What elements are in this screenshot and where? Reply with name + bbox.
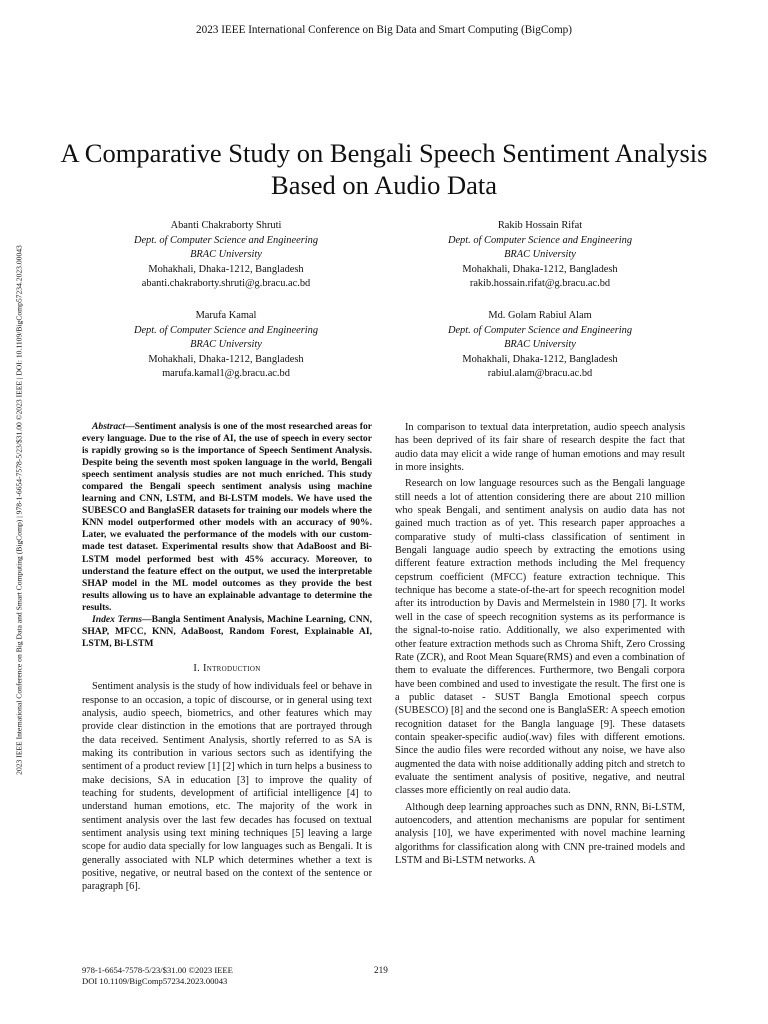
abstract-text: —Sentiment analysis is one of the most researched areas for every language. Due to the rise of AI, the use of speech in every sector is rapidly growing so is the importance of Speech Sentiment Analysis. Despite being the seventh most spoken language in the world, Bengali speech sentiment analysis studies are not much enriched. This study compared the Bengali speech sentiment analysis using machine learning and CNN, LSTM, and Bi-LSTM models. We have used the SUBESCO and BanglaSER datasets for training our models where the KNN model outperformed other models with an accuracy of 90%. Later, we evaluated the performance of the models with our custom-made test dataset. Experimental results show that AdaBoost and Bi-LSTM model performed best with 45% accuracy. Moreover, to understand the feature effect on the output, we used the interpretable SHAP model in the ML model outcomes as they provide the best results allowing us to have an explainable advantage to determine the results.	[82, 421, 372, 613]
footer-publication-info	[82, 965, 233, 986]
author-block	[76, 309, 376, 382]
side-margin-text: 2023 IEEE International Conference on Big Data and Smart Computing (BigComp) | 978-1-6654-7578-5/23/$31.00 ©2023 IEEE | DOI: 10.1109/BigComp57234.2023.00043	[14, 245, 24, 775]
author-block	[390, 309, 690, 382]
footer-isbn: 978-1-6654-7578-5/23/$31.00 ©2023 IEEE	[82, 965, 233, 975]
author-university: BRAC University	[190, 339, 262, 350]
index-terms-label: Index Terms	[92, 613, 142, 625]
section-heading-introduction: I. Introduction	[193, 662, 261, 674]
author-address: Mohakhali, Dhaka-1212, Bangladesh	[462, 263, 618, 275]
author-block	[76, 219, 376, 292]
page-number: 219	[374, 965, 388, 975]
author-email: rabiul.alam@bracu.ac.bd	[487, 368, 593, 379]
author-dept: Dept. of Computer Science and Engineering	[447, 324, 633, 336]
author-email: rakib.hossain.rifat@g.bracu.ac.bd	[469, 278, 611, 289]
body-paragraph: In comparison to textual data interpretation, audio speech analysis has been deprived of its fair share of research despite the fact that audio data may elicit a wide range of human emotions and may result in more insights.	[395, 422, 685, 474]
index-terms-text: —Bangla Sentiment Analysis, Machine Learning, CNN, SHAP, MFCC, KNN, AdaBoost, Random Forest, Explainable AI, LSTM, Bi-LSTM	[82, 613, 372, 649]
left-column	[82, 421, 372, 894]
author-address: Mohakhali, Dhaka-1212, Bangladesh	[148, 353, 304, 365]
paper-title: A Comparative Study on Bengali Speech Sentiment Analysis Based on Audio Data	[60, 138, 708, 200]
author-dept: Dept. of Computer Science and Engineering	[133, 324, 319, 336]
body-paragraph: Research on low language resources such as the Bengali language still needs a lot of attention considering there are about 210 million who speak Bengali, and sentiment analysis on audio data has not gained much traction as of yet. This research paper approaches a comparative study of multi-class classification of sentiment in Bengali language audio speech by extracting the emotions using different feature extraction methods including the Mel frequency cepstrum coefficient (MFCC) feature extraction technique. This technique has become a state-of-the-art for speech recognition model after its introduction by Davis and Mermelstein in 1980 [7]. It works well in the case of speech recognition systems as its performance is the signal-to-noise ratio. Additionally, we also experimented with other feature extraction methods such as Chroma Shift, Zero Crossing Rate (ZCR), and Root Mean Square(RMS) and even a combination of them to evaluate the differences. Furthermore, two Bengali corpora have been combined and used to investigate the result. The first one is a public dataset - SUST Bangla Emotional speech corpus (SUBESCO) [8] and the second one is BanglaSER: A speech emotion recognition dataset for the Bangla language [9]. These datasets contain speaker-specific audio(.wav) files with different emotions. Since the audio files were recorded without any noise, we have also augmented the data with noise additionally adding pitch and stretch to evaluate the sentiment analysis of positive, negative, and neutral classes more efficiently on real audio data.	[395, 478, 685, 797]
author-university: BRAC University	[190, 249, 262, 260]
footer-doi: DOI 10.1109/BigComp57234.2023.00043	[82, 975, 228, 986]
author-name: Rakib Hossain Rifat	[497, 220, 583, 231]
abstract	[82, 421, 372, 614]
author-address: Mohakhali, Dhaka-1212, Bangladesh	[462, 353, 618, 365]
author-name: Abanti Chakraborty Shruti	[170, 220, 282, 231]
right-column	[395, 421, 685, 867]
author-university: BRAC University	[504, 249, 576, 260]
body-paragraph: Although deep learning approaches such as DNN, RNN, Bi-LSTM, autoencoders, and attention mechanisms are popular for sentiment analysis [10], we have experimented with novel machine learning algorithms for classification along with CNN pre-trained models and LSTM and Bi-LSTM networks. A	[395, 801, 685, 866]
author-dept: Dept. of Computer Science and Engineering	[447, 234, 633, 246]
author-email: marufa.kamal1@g.bracu.ac.bd	[162, 368, 290, 379]
author-email: abanti.chakraborty.shruti@g.bracu.ac.bd	[141, 278, 311, 289]
author-block	[390, 219, 690, 292]
author-name: Md. Golam Rabiul Alam	[488, 310, 592, 321]
conference-header: 2023 IEEE International Conference on Big Data and Smart Computing (BigComp)	[196, 24, 572, 36]
author-dept: Dept. of Computer Science and Engineering	[133, 234, 319, 246]
intro-paragraph: Sentiment analysis is the study of how individuals feel or behave in response to an occasion, a topic of discourse, or in general using text analysis, audio speech, biometrics, and other features which may provide clear distinction in the emotions that are portrayed through the data received. Sentiment Analysis, shortly referred to as SA is making its contribution in various sectors such as identifying the sentiment of a product review [1] [2] which in turn helps a business to make decisions, SA in education [3] to improve the quality of teaching for students, development of artificial intelligence [4] to understand human emotions, etc. The majority of the work in sentiment analysis over the last few decades has focused on textual sentiment analysis using text mining techniques [5] leaving a large scope for audio data specially for low languages such as Bengali. It is generally associated with NLP which determines whether a text is positive, negative, or neutral based on the context of the sentence or paragraph [6].	[82, 681, 372, 893]
author-university: BRAC University	[504, 339, 576, 350]
index-terms	[82, 614, 372, 650]
abstract-label: Abstract	[92, 421, 126, 432]
author-name: Marufa Kamal	[195, 310, 257, 321]
author-address: Mohakhali, Dhaka-1212, Bangladesh	[148, 263, 304, 275]
side-margin-citation	[14, 150, 24, 870]
